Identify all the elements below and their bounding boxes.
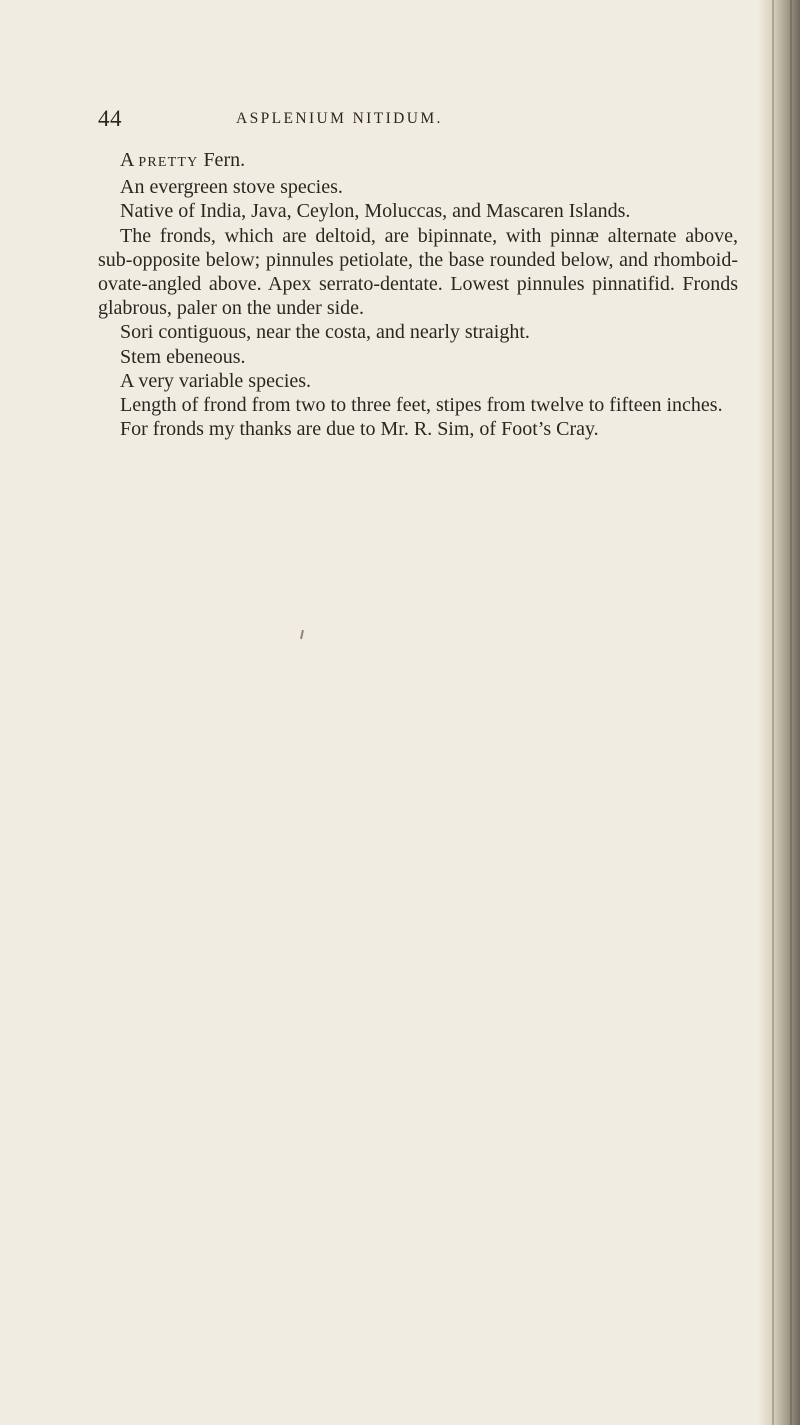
page-number: 44 — [98, 106, 122, 131]
intro-rest: Fern. — [198, 149, 246, 171]
running-title: ASPLENIUM NITIDUM. — [236, 110, 443, 127]
gutter-edge-line — [772, 0, 774, 1425]
page-gutter-shadow — [758, 0, 800, 1425]
paragraph-native: Native of India, Java, Ceylon, Moluccas, and Mascaren Islands. — [120, 200, 631, 223]
gutter-edge-line — [790, 0, 792, 1425]
paragraph-description: The fronds, which are deltoid, are bipinnate, with pinnæ alternate above, sub-opposite below; pinnules petiolate, the base rounded below, and rhomboid-ovate-angled above. Apex serrato-dentate. Lowest pinnules pinnatifid. Fronds glabrous, paler on the under side. — [98, 224, 738, 320]
paragraph-acknowledgement: For fronds my thanks are due to Mr. R. Sim, of Foot’s Cray. — [120, 418, 599, 441]
intro-smallcaps-word: PRETTY — [138, 155, 199, 170]
intro-lead: A — [120, 149, 139, 171]
paragraph-habit: An evergreen stove species. — [120, 176, 343, 199]
body-text — [98, 148, 738, 441]
paragraph-sori: Sori contiguous, near the costa, and nearly straight. — [120, 321, 530, 344]
paragraph-length: Length of frond from two to three feet, stipes from twelve to fifteen inches. — [120, 394, 723, 417]
running-head — [98, 106, 738, 132]
paragraph-intro — [98, 148, 738, 175]
paragraph-variability: A very variable species. — [120, 369, 312, 392]
stray-ink-mark — [300, 630, 304, 639]
paragraph-stem: Stem ebeneous. — [120, 345, 246, 368]
